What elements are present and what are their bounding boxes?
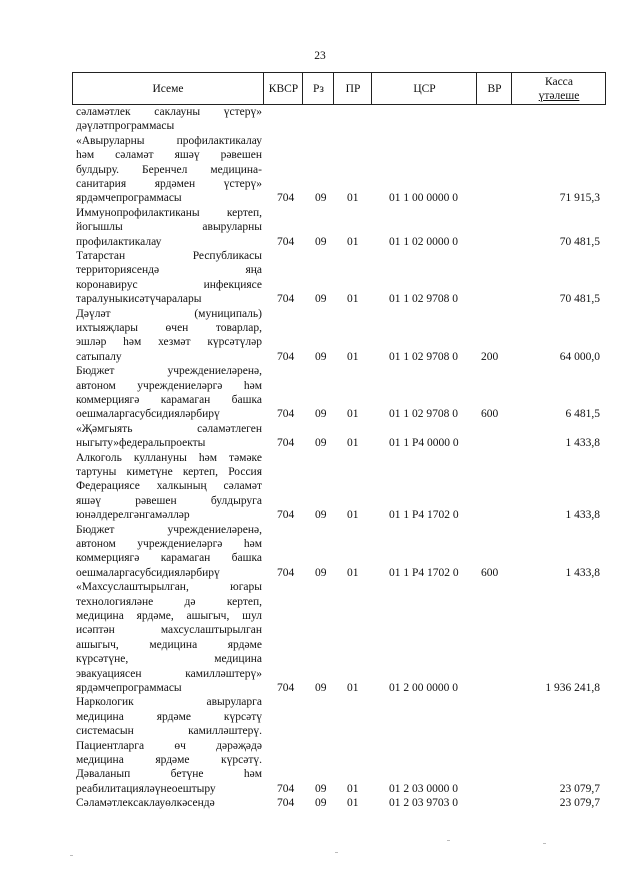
row-name-line: коммерциягә карамаган башка	[76, 393, 262, 406]
cell-pr: 01	[347, 782, 359, 795]
row-name-line: Сәламәтлек саклау өлкәсендә	[76, 797, 215, 810]
cell-kvsr: 704	[277, 782, 295, 795]
table-row	[72, 206, 606, 249]
cell-csr: 01 2 00 0000 0	[389, 681, 458, 694]
cell-pr: 01	[347, 408, 359, 421]
row-name-line: ярдәмче программасы	[76, 682, 182, 694]
table-row	[72, 364, 606, 422]
row-name-line: һәм сәламәт яшәү рәвешен	[76, 149, 262, 162]
row-name	[76, 695, 262, 796]
cell-kvsr: 704	[277, 437, 295, 450]
header-rz: Рз	[302, 73, 334, 104]
row-name-line: «Махсуслаштырылган, югары	[76, 581, 262, 594]
table-body	[72, 105, 606, 811]
row-name-line: таралуны кисәтү чаралары	[76, 293, 202, 306]
cell-csr: 01 1 02 9708 0	[389, 350, 458, 363]
cell-kvsr: 704	[277, 192, 295, 205]
cell-pr: 01	[347, 509, 359, 522]
row-name-line: юнәлдерелгән гамәлләр	[76, 509, 190, 522]
row-name-line: күрсәтүне, медицина	[76, 653, 262, 666]
cell-vr: 600	[481, 408, 499, 421]
cell-kvsr: 704	[277, 509, 295, 522]
table-row	[72, 523, 606, 581]
row-name-line: технологияләне дә кертеп,	[76, 595, 262, 608]
cell-pr: 01	[347, 566, 359, 579]
cell-rz: 09	[315, 293, 327, 306]
header-csr: ЦСР	[371, 73, 477, 104]
row-name-line: йогышлы авыруларны	[76, 221, 262, 234]
row-name-line: тартуны киметүне кертеп, Россия	[76, 465, 262, 478]
cell-kassa: 1 936 241,8	[545, 681, 600, 694]
row-name-line: коммерциягә карамаган башка	[76, 552, 262, 565]
cell-rz: 09	[315, 235, 327, 248]
header-pr: ПР	[333, 73, 372, 104]
row-name-line: Федерациясе халкының сәламәт	[76, 480, 262, 493]
row-name	[76, 523, 262, 581]
row-name-line: системасын камилләштерү.	[76, 725, 262, 738]
header-name: Исеме	[152, 82, 184, 95]
row-name	[76, 422, 262, 451]
cell-kvsr: 704	[277, 293, 295, 306]
row-name-line: булдыру. Беренчел медицина-	[76, 163, 262, 176]
cell-csr: 01 1 P4 1702 0	[389, 566, 459, 579]
cell-rz: 09	[315, 566, 327, 579]
row-name-line: исәптән махсуслаштырылган	[76, 624, 262, 637]
header-kvsr: КВСР	[263, 73, 303, 104]
row-name-line: Дәваланып бетүне һәм	[76, 768, 262, 781]
cell-kassa: 23 079,7	[559, 797, 600, 810]
row-name-line: Пациентларга өч дәрәҗәдә	[76, 739, 262, 752]
cell-csr: 01 1 00 0000 0	[389, 192, 458, 205]
table-row	[72, 422, 606, 451]
row-name	[76, 105, 262, 134]
cell-rz: 09	[315, 797, 327, 810]
cell-kvsr: 704	[277, 566, 295, 579]
row-name	[76, 796, 262, 810]
row-name-line: территориясендә яңа	[76, 264, 262, 277]
table-row	[72, 249, 606, 307]
row-name	[76, 206, 262, 249]
cell-csr: 01 2 03 9703 0	[389, 797, 458, 810]
row-name-line: Иммунопрофилактиканы кертеп,	[76, 206, 262, 219]
cell-pr: 01	[347, 235, 359, 248]
cell-kassa: 1 433,8	[565, 566, 600, 579]
row-name	[76, 580, 262, 695]
table-row	[72, 451, 606, 523]
scan-mark	[335, 852, 338, 853]
cell-pr: 01	[347, 437, 359, 450]
table-row	[72, 307, 606, 365]
row-name-line: автоном учреждениеләргә һәм	[76, 379, 262, 392]
cell-rz: 09	[315, 408, 327, 421]
row-name-line: эвакуациясен камилләштерү»	[76, 667, 262, 680]
cell-pr: 01	[347, 293, 359, 306]
cell-pr: 01	[347, 681, 359, 694]
table-row	[72, 695, 606, 796]
cell-kvsr: 704	[277, 797, 295, 810]
cell-kvsr: 704	[277, 408, 295, 421]
cell-pr: 01	[347, 192, 359, 205]
header-kassa-line1: Касса	[544, 75, 574, 88]
cell-kassa: 1 433,8	[565, 509, 600, 522]
row-name-line: оешмаларга субсидияләр бирү	[76, 408, 220, 421]
row-name-line: оешмаларга субсидияләр бирү	[76, 566, 220, 579]
header-kassa	[511, 73, 606, 104]
cell-csr: 01 1 P4 1702 0	[389, 509, 459, 522]
cell-csr: 01 1 02 9708 0	[389, 293, 458, 306]
cell-csr: 01 1 02 9708 0	[389, 408, 458, 421]
row-name-line: профилактикалау	[76, 235, 162, 248]
cell-kassa: 23 079,7	[559, 782, 600, 795]
row-name	[76, 364, 262, 422]
row-name-line: дәүләт программасы	[76, 120, 175, 133]
row-name-line: Дәүләт (муниципаль)	[76, 307, 262, 320]
row-name-line: реабилитацияләүне оештыру	[76, 782, 216, 795]
scan-mark	[447, 840, 450, 841]
row-name-line: ярдәмче программасы	[76, 192, 182, 205]
cell-kvsr: 704	[277, 681, 295, 694]
row-name	[76, 307, 262, 365]
row-name-line: ихтыяҗлары өчен товарлар,	[76, 321, 262, 334]
row-name-line: «Авыруларны профилактикалау	[76, 134, 262, 147]
row-name-line: ныгыту» федераль проекты	[76, 437, 206, 450]
row-name-line: санитария ярдәмен үстерү»	[76, 178, 262, 191]
row-name-line: Бюджет учреждениеләренә,	[76, 523, 262, 536]
cell-kvsr: 704	[277, 350, 295, 363]
cell-rz: 09	[315, 192, 327, 205]
table-row	[72, 134, 606, 206]
row-name-line: коронавирус инфекциясе	[76, 278, 262, 291]
cell-kassa: 64 000,0	[559, 350, 600, 363]
cell-kassa: 6 481,5	[565, 408, 600, 421]
row-name-line: сатып алу	[76, 350, 122, 363]
table-header	[72, 72, 606, 105]
row-name-line: автоном учреждениеләргә һәм	[76, 537, 262, 550]
cell-rz: 09	[315, 437, 327, 450]
cell-kvsr: 704	[277, 235, 295, 248]
row-name-line: Алкоголь куллануны һәм тәмәке	[76, 451, 262, 464]
cell-kassa: 1 433,8	[565, 437, 600, 450]
row-name-line: сәламәтлек саклауны үстерү»	[76, 106, 262, 118]
header-vr: ВР	[476, 73, 512, 104]
cell-kassa: 70 481,5	[559, 235, 600, 248]
cell-vr: 600	[481, 566, 499, 579]
row-name-line: медицина ярдәме, ашыгыч, шул	[76, 609, 262, 622]
row-name-line: медицина ярдәме күрсәтү.	[76, 753, 262, 766]
cell-csr: 01 1 P4 0000 0	[389, 437, 459, 450]
header-kassa-line2: үтәлеше	[538, 89, 580, 102]
cell-kassa: 70 481,5	[559, 293, 600, 306]
cell-rz: 09	[315, 350, 327, 363]
scan-mark	[70, 855, 73, 856]
cell-rz: 09	[315, 782, 327, 795]
cell-kassa: 71 915,3	[559, 192, 600, 205]
cell-rz: 09	[315, 681, 327, 694]
row-name-line: медицина ярдәме күрсәтү	[76, 710, 262, 723]
row-name-line: Бюджет учреждениеләренә,	[76, 365, 262, 378]
table-row	[72, 105, 606, 134]
cell-csr: 01 1 02 0000 0	[389, 235, 458, 248]
cell-pr: 01	[347, 350, 359, 363]
table-row	[72, 580, 606, 695]
row-name-line: «Җәмгыять сәламәтлеген	[76, 422, 262, 435]
row-name	[76, 249, 262, 307]
row-name-line: яшәү рәвешен булдыруга	[76, 494, 262, 507]
table-row	[72, 796, 606, 810]
scan-mark	[543, 843, 546, 844]
row-name-line: Татарстан Республикасы	[76, 249, 262, 262]
cell-csr: 01 2 03 0000 0	[389, 782, 458, 795]
row-name-line: Наркологик авыруларга	[76, 696, 262, 709]
cell-vr: 200	[481, 350, 499, 363]
cell-pr: 01	[347, 797, 359, 810]
page-number: 23	[314, 50, 326, 62]
cell-rz: 09	[315, 509, 327, 522]
budget-table	[72, 72, 606, 811]
row-name-line: эшләр һәм хезмәт күрсәтүләр	[76, 336, 262, 349]
row-name	[76, 134, 262, 206]
row-name	[76, 451, 262, 523]
row-name-line: ашыгыч, медицина ярдәме	[76, 638, 262, 651]
